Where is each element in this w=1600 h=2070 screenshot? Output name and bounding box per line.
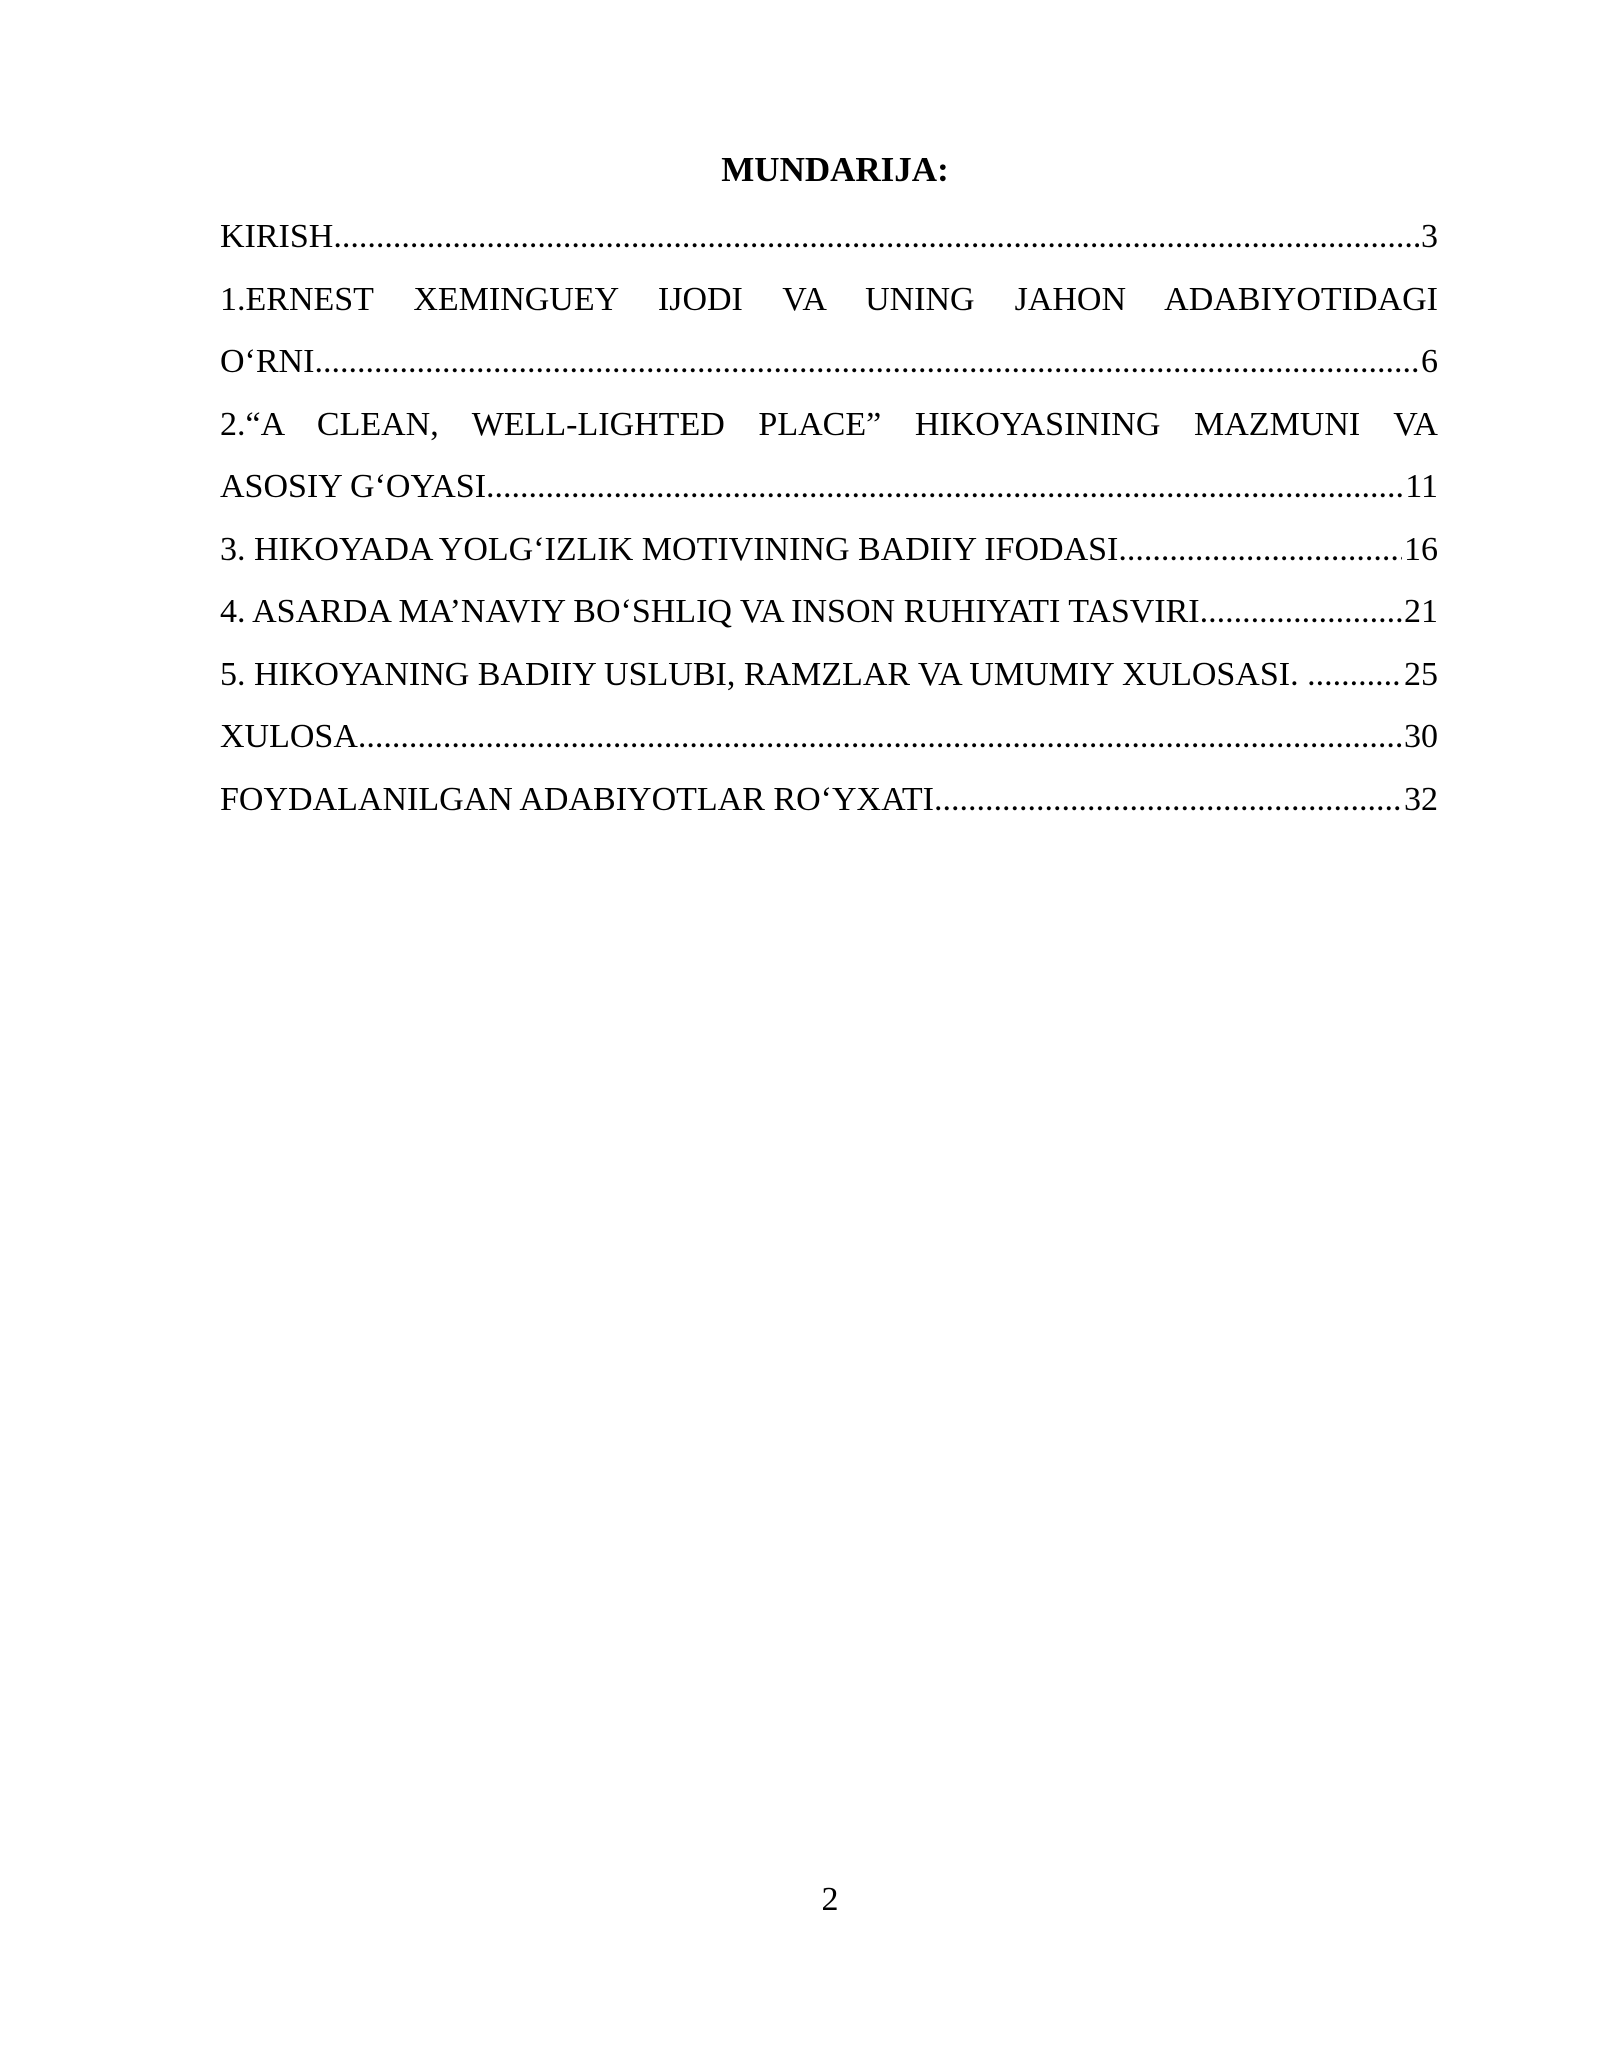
toc-entry-label-line1: 2.“A CLEAN, WELL-LIGHTED PLACE” HIKOYASINING MAZMUNI VA <box>220 405 1438 443</box>
toc-entry-label: 5. HIKOYANING BADIIY USLUBI, RAMZLAR VA UMUMIY XULOSASI. <box>220 655 1308 693</box>
toc-entry-label: O‘RNI <box>220 343 315 380</box>
toc-entry-page: 30 <box>1404 718 1438 755</box>
toc-entry-page: 32 <box>1404 780 1438 818</box>
toc-entry-label: 4. ASARDA MA’NAVIY BO‘SHLIQ VA INSON RUHIYATI TASVIRI <box>220 593 1200 630</box>
toc-dot-leader <box>1307 644 1402 707</box>
toc-entry-page: 21 <box>1404 593 1438 630</box>
toc-entry-page: 6 <box>1421 343 1438 380</box>
toc-entry-label: 3. HIKOYADA YOLG‘IZLIK MOTIVINING BADIIY IFODASI <box>220 530 1119 568</box>
toc-entry-chapter-2[interactable] <box>220 394 1438 519</box>
toc-entry-label: ASOSIY G‘OYASI <box>220 468 487 505</box>
toc-dot-leader <box>333 206 1419 269</box>
toc-entry-page: 11 <box>1405 468 1438 505</box>
toc-entry-page: 3 <box>1421 218 1438 255</box>
toc-entry-label: KIRISH <box>220 218 334 255</box>
toc-entry-kirish[interactable] <box>220 206 1438 269</box>
toc-entry-chapter-4[interactable] <box>220 581 1438 644</box>
toc-entry-page: 25 <box>1404 655 1438 693</box>
toc-dot-leader <box>934 769 1402 832</box>
table-of-contents <box>220 206 1438 831</box>
toc-entry-chapter-5[interactable] <box>220 644 1438 707</box>
toc-entry-label: XULOSA <box>220 718 358 755</box>
toc-entry-page: 16 <box>1404 530 1438 568</box>
toc-entry-chapter-1[interactable] <box>220 269 1438 394</box>
page-number: 2 <box>821 1881 839 1918</box>
toc-dot-leader <box>314 331 1419 394</box>
toc-dot-leader <box>1118 519 1402 582</box>
toc-dot-leader <box>358 706 1402 769</box>
toc-entry-label: FOYDALANILGAN ADABIYOTLAR RO‘YXATI <box>220 780 934 818</box>
toc-entry-xulosa[interactable] <box>220 706 1438 769</box>
toc-entry-references[interactable] <box>220 769 1438 832</box>
toc-entry-chapter-3[interactable] <box>220 519 1438 582</box>
toc-dot-leader <box>1200 581 1402 644</box>
toc-entry-label-line1: 1.ERNEST XEMINGUEY IJODI VA UNING JAHON ADABIYOTIDAGI <box>220 280 1438 318</box>
toc-dot-leader <box>486 456 1403 519</box>
toc-title: MUNDARIJA: <box>721 150 949 189</box>
